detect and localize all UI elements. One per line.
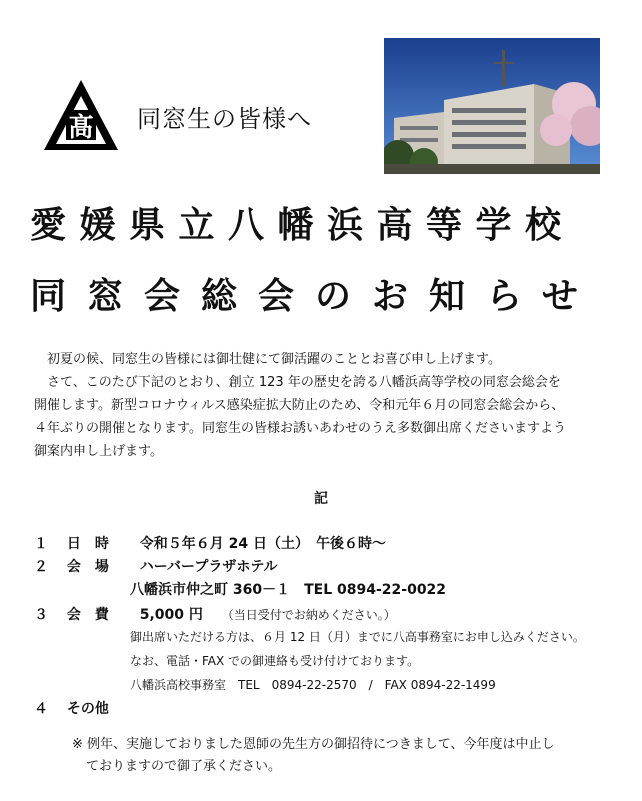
item-venue [34, 556, 278, 576]
other-note-line: ※ 例年、実施しておりました恩師の先生方の御招待につきまして、今年度は中止し [72, 737, 555, 752]
item-label: 日 時 [66, 536, 109, 552]
item-label: 会 費 [66, 607, 109, 623]
school-emblem-logo [42, 78, 120, 152]
item-number: ３ [34, 607, 48, 623]
item-other [34, 698, 109, 718]
emblem-character: 髙 [67, 113, 95, 143]
item-fee [34, 604, 396, 624]
office-contact: 八幡浜高校事務室 TEL 0894-22-2570 / FAX 0894-22-1499 [130, 678, 496, 692]
venue-address: 八幡浜市仲之町 360－１ TEL 0894-22-0022 [130, 582, 447, 598]
other-note-line: ておりますので御了承ください。 [86, 759, 282, 774]
intro-line: 初夏の候、同窓生の皆様には御壮健にて御活躍のこととお喜び申し上げます。 [34, 352, 501, 367]
ki-heading: 記 [314, 491, 328, 507]
fee-deadline-line: 御出席いただける方は、６月 12 日（月）までに八高事務室にお申し込みください。 [130, 630, 585, 644]
item-number: ４ [34, 701, 48, 717]
school-name-title: 愛媛県立八幡浜高等学校 [30, 205, 575, 246]
notice-title: 同窓会総会のお知らせ [30, 276, 599, 317]
item-value: 5,000 円 [139, 607, 203, 623]
item-number: ２ [34, 559, 48, 575]
greeting-heading: 同窓生の皆様へ [137, 105, 312, 133]
item-label: 会 場 [66, 559, 109, 575]
item-number: １ [34, 536, 48, 552]
item-date [34, 533, 386, 553]
intro-paragraph [34, 348, 620, 463]
fee-contact-note: なお、電話・FAX での御連絡も受け付けております。 [130, 654, 420, 668]
item-value: 令和５年６月 24 日（土） 午後６時～ [139, 536, 386, 552]
item-label: その他 [66, 701, 109, 717]
intro-line: 御案内申し上げます。 [34, 444, 163, 459]
intro-line: さて、このたび下記のとおり、創立 123 年の歴史を誇る八幡浜高等学校の同窓会総会を [34, 375, 561, 390]
fee-note: （当日受付でお納めください。） [221, 608, 396, 622]
intro-line: 開催します。新型コロナウィルス感染症拡大防止のため、令和元年６月の同窓会総会から、 [34, 398, 565, 413]
school-building-photo [384, 38, 600, 174]
item-value: ハーバープラザホテル [139, 559, 278, 575]
intro-line: ４年ぶりの開催となります。同窓生の皆様お誘いあわせのうえ多数御出席くださいますよう [34, 421, 566, 436]
